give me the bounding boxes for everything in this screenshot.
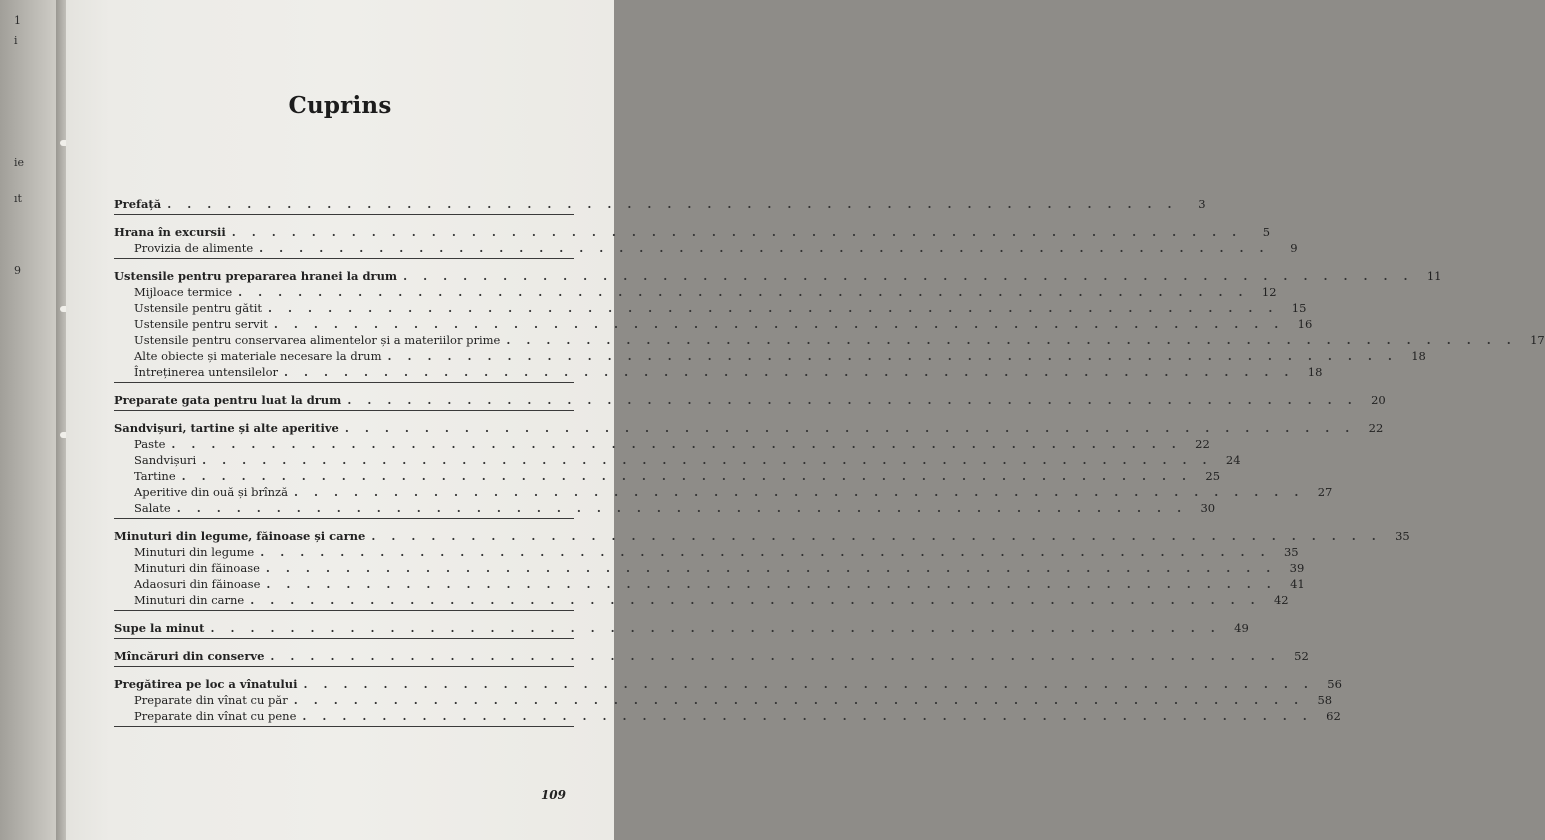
toc-section-heading bbox=[114, 648, 1309, 664]
entry-title: Supe la minut bbox=[114, 621, 205, 635]
entry-title: Mîncăruri din conserve bbox=[114, 649, 265, 663]
entry-title: Minuturi din legume, făinoase și carne bbox=[114, 529, 366, 543]
toc-subentry bbox=[114, 364, 1323, 380]
toc-subentry bbox=[114, 332, 1545, 348]
entry-page: 35 bbox=[1395, 529, 1410, 543]
entry-title: Minuturi din legume bbox=[134, 545, 255, 559]
entry-title: Sandvișuri bbox=[134, 453, 197, 467]
prev-page-fragment: ıt bbox=[14, 192, 22, 205]
toc-subentry bbox=[114, 708, 1341, 724]
entry-page: 12 bbox=[1261, 285, 1277, 299]
entry-page: 30 bbox=[1200, 501, 1216, 515]
toc-subentry bbox=[114, 316, 1313, 332]
toc-section-heading bbox=[114, 392, 1386, 408]
dot-leader: . . . . . . . . . . . . . . . . . . . . . . . . . . . . . . . . . . . . . . . . . . . . . . . . . . . bbox=[284, 365, 1295, 379]
entry-page: 18 bbox=[1307, 365, 1323, 379]
section-divider bbox=[114, 410, 574, 411]
toc-subentry bbox=[114, 240, 1298, 256]
entry-title: Salate bbox=[134, 501, 171, 515]
prev-page-fragment: 9 bbox=[14, 264, 21, 277]
entry-title: Ustensile pentru servit bbox=[134, 317, 268, 331]
entry-title: Preparate din vînat cu pene bbox=[134, 709, 297, 723]
prev-page-fragment: i bbox=[14, 34, 18, 47]
entry-title: Ustensile pentru prepararea hranei la drum bbox=[114, 269, 398, 283]
toc-section-heading bbox=[114, 420, 1384, 436]
entry-page: 52 bbox=[1294, 649, 1309, 663]
toc-subentry bbox=[114, 484, 1333, 500]
section-divider bbox=[114, 610, 574, 611]
entry-title: Mijloace termice bbox=[134, 285, 233, 299]
dot-leader: . . . . . . . . . . . . . . . . . . . . . . . . . . . . . . . . . . . . . . . . . . . . . . . . . . . bbox=[266, 577, 1277, 591]
dot-leader: . . . . . . . . . . . . . . . . . . . . . . . . . . . . . . . . . . . . . . . . . . . . . . . . . . . bbox=[387, 349, 1398, 363]
section-divider bbox=[114, 638, 574, 639]
dot-leader: . . . . . . . . . . . . . . . . . . . . . . . . . . . . . . . . . . . . . . . . . . . . . . . . . . . bbox=[202, 453, 1213, 467]
entry-page: 27 bbox=[1317, 485, 1333, 499]
toc-subentry bbox=[114, 468, 1221, 484]
toc-section bbox=[114, 268, 1545, 383]
entry-page: 17 bbox=[1530, 333, 1545, 347]
toc-subentry bbox=[114, 560, 1305, 576]
dot-leader: . . . . . . . . . . . . . . . . . . . . . . . . . . . . . . . . . . . . . . . . . . . . . . . . . . . bbox=[347, 393, 1358, 407]
dot-leader: . . . . . . . . . . . . . . . . . . . . . . . . . . . . . . . . . . . . . . . . . . . . . . . . . . . bbox=[250, 593, 1261, 607]
prev-page-fragment: ie bbox=[14, 156, 25, 169]
toc-section bbox=[114, 648, 1309, 667]
dot-leader: . . . . . . . . . . . . . . . . . . . . . . . . . . . . . . . . . . . . . . . . . . . . . . . . . . . bbox=[238, 285, 1249, 299]
section-divider bbox=[114, 726, 574, 727]
entry-title: Minuturi din făinoase bbox=[134, 561, 260, 575]
dot-leader: . . . . . . . . . . . . . . . . . . . . . . . . . . . . . . . . . . . . . . . . . . . . . . . . . . . bbox=[303, 677, 1314, 691]
toc-section bbox=[114, 392, 1386, 411]
entry-page: 41 bbox=[1290, 577, 1305, 591]
entry-page: 62 bbox=[1326, 709, 1341, 723]
dot-leader: . . . . . . . . . . . . . . . . . . . . . . . . . . . . . . . . . . . . . . . . . . . . . . . . . . . bbox=[506, 333, 1517, 347]
toc-section bbox=[114, 224, 1298, 259]
dot-leader: . . . . . . . . . . . . . . . . . . . . . . . . . . . . . . . . . . . . . . . . . . . . . . . . . . . bbox=[293, 693, 1305, 707]
dot-leader: . . . . . . . . . . . . . . . . . . . . . . . . . . . . . . . . . . . . . . . . . . . . . . . . . . . bbox=[293, 485, 1305, 499]
toc-section-heading bbox=[114, 268, 1442, 284]
dot-leader: . . . . . . . . . . . . . . . . . . . . . . . . . . . . . . . . . . . . . . . . . . . . . . . . . . . bbox=[270, 649, 1281, 663]
toc-subentry bbox=[114, 500, 1216, 516]
entry-page: 35 bbox=[1283, 545, 1299, 559]
dot-leader: . . . . . . . . . . . . . . . . . . . . . . . . . . . . . . . . . . . . . . . . . . . . . . . . . . . bbox=[231, 225, 1243, 239]
page-title: Cuprins bbox=[288, 92, 392, 119]
entry-page: 25 bbox=[1205, 469, 1221, 483]
toc-subentry bbox=[114, 348, 1426, 364]
entry-page: 11 bbox=[1426, 269, 1442, 283]
dot-leader: . . . . . . . . . . . . . . . . . . . . . . . . . . . . . . . . . . . . . . . . . . . . . . . . . . . bbox=[260, 545, 1271, 559]
entry-page: 9 bbox=[1290, 241, 1298, 255]
toc-subentry bbox=[114, 576, 1305, 592]
dot-leader: . . . . . . . . . . . . . . . . . . . . . . . . . . . . . . . . . . . . . . . . . . . . . . . . . . . bbox=[302, 709, 1313, 723]
dot-leader: . . . . . . . . . . . . . . . . . . . . . . . . . . . . . . . . . . . . . . . . . . . . . . . . . . . bbox=[371, 529, 1382, 543]
previous-page-edge bbox=[0, 0, 58, 840]
entry-page: 58 bbox=[1317, 693, 1333, 707]
entry-title: Preparate din vînat cu păr bbox=[134, 693, 288, 707]
entry-page: 42 bbox=[1273, 593, 1289, 607]
entry-title: Aperitive din ouă și brînză bbox=[134, 485, 288, 499]
entry-page: 15 bbox=[1291, 301, 1307, 315]
toc-section bbox=[114, 620, 1249, 639]
toc-section-heading bbox=[114, 224, 1271, 240]
dot-leader: . . . . . . . . . . . . . . . . . . . . . . . . . . . . . . . . . . . . . . . . . . . . . . . . . . . bbox=[265, 561, 1277, 575]
page-number: 109 bbox=[540, 788, 566, 802]
entry-page: 24 bbox=[1225, 453, 1241, 467]
book-page bbox=[66, 0, 1545, 840]
toc-section bbox=[114, 196, 1206, 215]
prev-page-fragment: 1 bbox=[14, 14, 21, 27]
entry-title: Alte obiecte și materiale necesare la drum bbox=[134, 349, 382, 363]
entry-title: Ustensile pentru conservarea alimentelor și a materiilor prime bbox=[134, 333, 501, 347]
dot-leader: . . . . . . . . . . . . . . . . . . . . . . . . . . . . . . . . . . . . . . . . . . . . . . . . . . . bbox=[210, 621, 1221, 635]
entry-page: 5 bbox=[1262, 225, 1271, 239]
section-divider bbox=[114, 518, 574, 519]
entry-title: Întreținerea untensilelor bbox=[134, 365, 279, 379]
toc-subentry bbox=[114, 452, 1241, 468]
dot-leader: . . . . . . . . . . . . . . . . . . . . . . . . . . . . . . . . . . . . . . . . . . . . . . . . . . . bbox=[167, 197, 1178, 211]
dot-leader: . . . . . . . . . . . . . . . . . . . . . . . . . . . . . . . . . . . . . . . . . . . . . . . . . . . bbox=[176, 501, 1188, 515]
toc-section-heading bbox=[114, 620, 1249, 636]
toc-subentry bbox=[114, 544, 1299, 560]
dot-leader: . . . . . . . . . . . . . . . . . . . . . . . . . . . . . . . . . . . . . . . . . . . . . . . . . . . bbox=[403, 269, 1414, 283]
section-divider bbox=[114, 258, 574, 259]
entry-page: 22 bbox=[1368, 421, 1384, 435]
entry-title: Ustensile pentru gătit bbox=[134, 301, 263, 315]
entry-title: Hrana în excursii bbox=[114, 225, 226, 239]
entry-title: Adaosuri din făinoase bbox=[134, 577, 261, 591]
toc-subentry bbox=[114, 436, 1210, 452]
entry-title: Preparate gata pentru luat la drum bbox=[114, 393, 342, 407]
toc-section bbox=[114, 420, 1384, 519]
section-divider bbox=[114, 382, 574, 383]
toc-section bbox=[114, 676, 1342, 727]
entry-page: 18 bbox=[1411, 349, 1426, 363]
toc-section-heading bbox=[114, 528, 1410, 544]
entry-title: Tartine bbox=[134, 469, 176, 483]
dot-leader: . . . . . . . . . . . . . . . . . . . . . . . . . . . . . . . . . . . . . . . . . . . . . . . . . . . bbox=[171, 437, 1182, 451]
toc-section-heading bbox=[114, 676, 1342, 692]
entry-page: 16 bbox=[1297, 317, 1313, 331]
dot-leader: . . . . . . . . . . . . . . . . . . . . . . . . . . . . . . . . . . . . . . . . . . . . . . . . . . . bbox=[273, 317, 1285, 331]
entry-title: Paste bbox=[134, 437, 166, 451]
entry-page: 49 bbox=[1234, 621, 1249, 635]
entry-page: 3 bbox=[1198, 197, 1206, 211]
entry-page: 22 bbox=[1195, 437, 1210, 451]
entry-title: Minuturi din carne bbox=[134, 593, 245, 607]
entry-page: 39 bbox=[1289, 561, 1305, 575]
entry-page: 56 bbox=[1327, 677, 1342, 691]
entry-title: Sandvișuri, tartine și alte aperitive bbox=[114, 421, 339, 435]
section-divider bbox=[114, 214, 574, 215]
entry-page: 20 bbox=[1371, 393, 1386, 407]
dot-leader: . . . . . . . . . . . . . . . . . . . . . . . . . . . . . . . . . . . . . . . . . . . . . . . . . . . bbox=[181, 469, 1193, 483]
toc-subentry bbox=[114, 692, 1333, 708]
dot-leader: . . . . . . . . . . . . . . . . . . . . . . . . . . . . . . . . . . . . . . . . . . . . . . . . . . . bbox=[344, 421, 1356, 435]
toc-section-heading bbox=[114, 196, 1206, 212]
dot-leader: . . . . . . . . . . . . . . . . . . . . . . . . . . . . . . . . . . . . . . . . . . . . . . . . . . . bbox=[268, 301, 1279, 315]
section-divider bbox=[114, 666, 574, 667]
entry-title: Pregătirea pe loc a vînatului bbox=[114, 677, 298, 691]
dot-leader: . . . . . . . . . . . . . . . . . . . . . . . . . . . . . . . . . . . . . . . . . . . . . . . . . . . bbox=[259, 241, 1270, 255]
toc-subentry bbox=[114, 284, 1277, 300]
toc-subentry bbox=[114, 300, 1307, 316]
toc-section bbox=[114, 528, 1410, 611]
toc-subentry bbox=[114, 592, 1289, 608]
entry-title: Provizia de alimente bbox=[134, 241, 254, 255]
entry-title: Prefață bbox=[114, 197, 162, 211]
table-of-contents bbox=[114, 196, 1545, 736]
